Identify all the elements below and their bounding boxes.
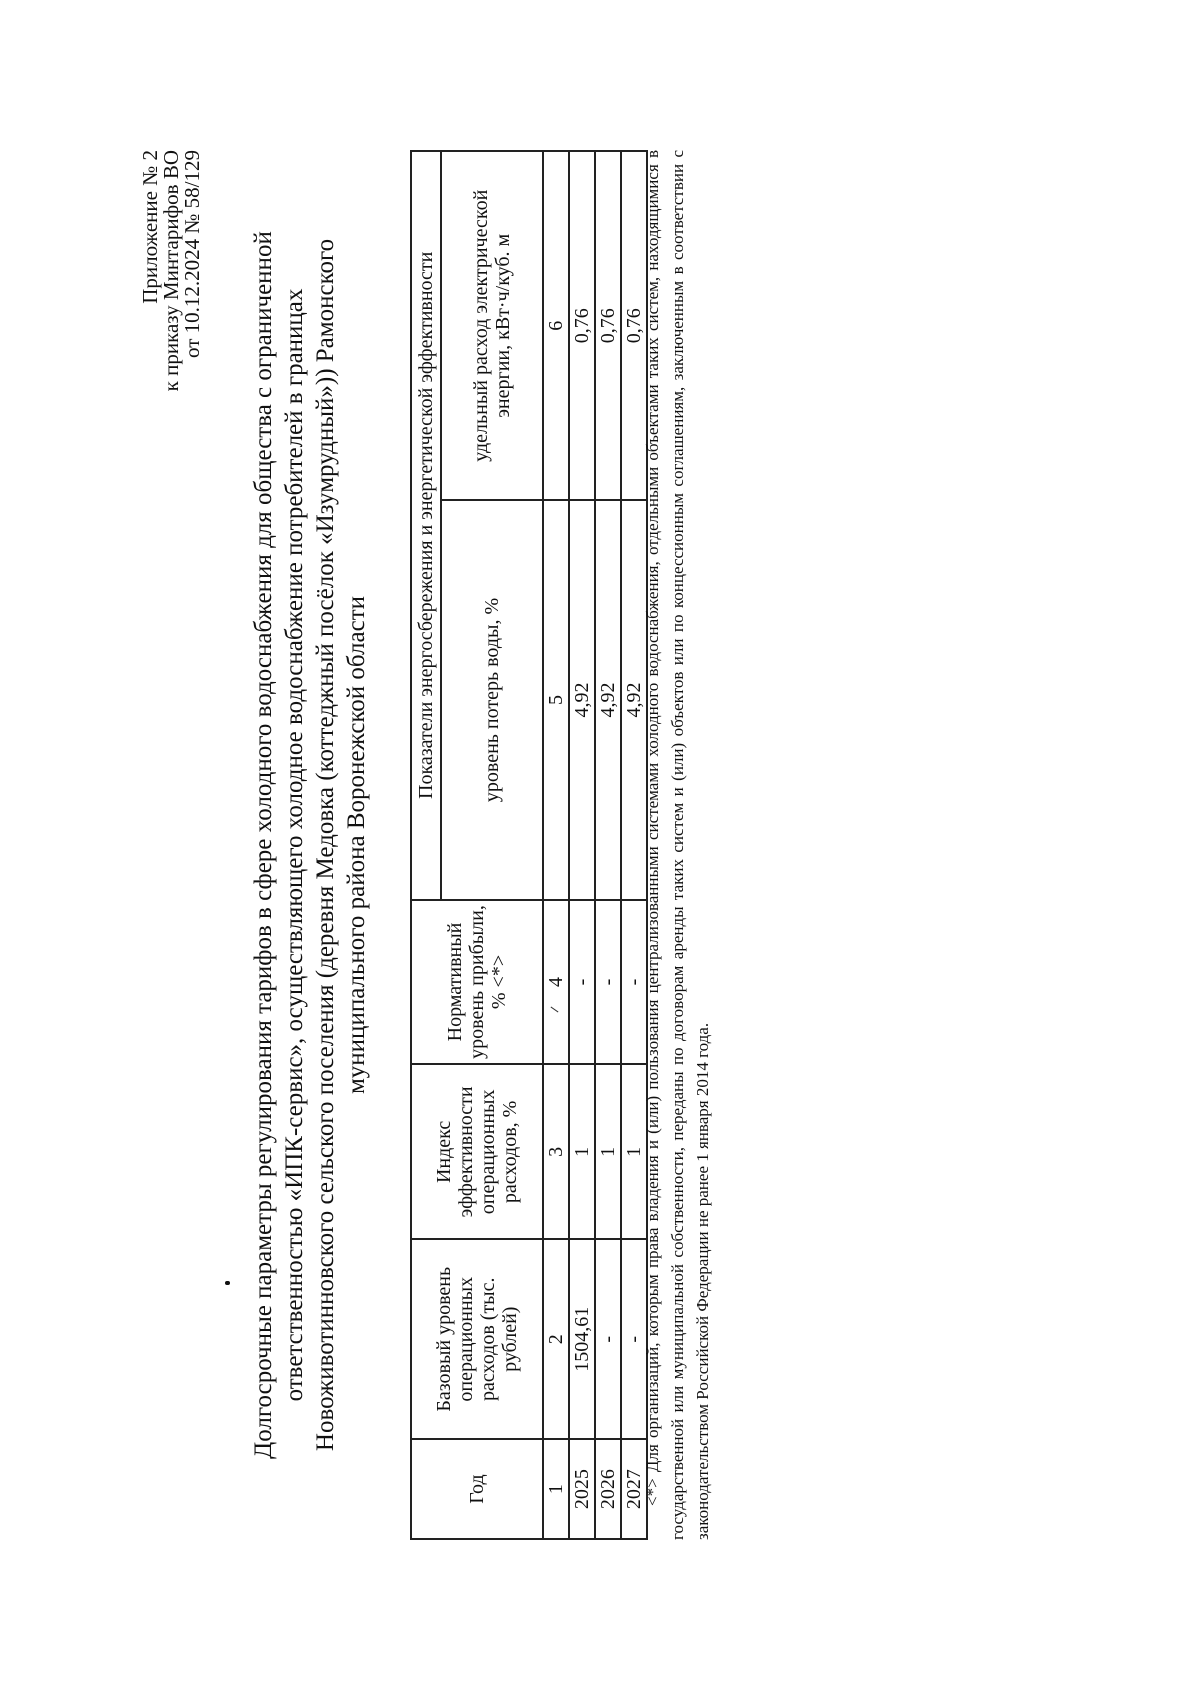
cell-base-level: 1504,61 (569, 1239, 595, 1439)
cell-year: 2025 (569, 1439, 595, 1539)
cell-efficiency-index: 1 (595, 1064, 621, 1239)
header-profit-level: Нормативный уровень прибыли, % <*> (411, 900, 543, 1065)
column-number: 2 (543, 1239, 569, 1439)
header-energy-consumption: удельный расход электрической энергии, кВт·ч/куб. м (441, 151, 543, 500)
footnote: <*> Для организаций, которым права владения и (или) пользования централизованными системами холодного водоснабжения, отдельными объектами таких систем, находящимися в государственной или муниципальной собственности, переданы по договорам аренды таких систем и (или) объектов или по концессионным соглашениям, заключенным в соответствии с законодательством Российской Федерации не ранее 1 января 2014 года. (643, 150, 712, 1540)
cell-water-loss: 4,92 (621, 500, 647, 899)
column-number: 3 (543, 1064, 569, 1239)
cell-profit-level: - (595, 900, 621, 1065)
column-number: 5 (543, 500, 569, 899)
title-line-2: ответственностью «ИПК-сервис», осуществляющего холодное водоснабжение потребителей в границах (281, 288, 308, 1402)
cell-profit-level: - (621, 900, 647, 1065)
header-year: Год (411, 1439, 543, 1539)
header-water-loss: уровень потерь воды, % (441, 500, 543, 899)
cell-year: 2027 (621, 1439, 647, 1539)
table-row (595, 151, 621, 1539)
header-base-level: Базовый уровень операционных расходов (тыс. рублей) (411, 1239, 543, 1439)
table-row (569, 151, 595, 1539)
cell-efficiency-index: 1 (569, 1064, 595, 1239)
annex-order-date: от 10.12.2024 № 58/129 (180, 150, 204, 359)
rotated-page (140, 130, 750, 1560)
cell-year: 2026 (595, 1439, 621, 1539)
cell-efficiency-index: 1 (621, 1064, 647, 1239)
cell-energy-consumption: 0,76 (595, 151, 621, 500)
title-line-4: муниципального района Воронежской области (343, 596, 370, 1095)
cell-base-level: - (621, 1239, 647, 1439)
cell-water-loss: 4,92 (595, 500, 621, 899)
annex-header (140, 150, 203, 391)
cell-base-level: - (595, 1239, 621, 1439)
cell-energy-consumption: 0,76 (569, 151, 595, 500)
column-number: 6 (543, 151, 569, 500)
column-number: 1 (543, 1439, 569, 1539)
annex-number: Приложение № 2 (138, 150, 162, 304)
column-number-row (543, 151, 569, 1539)
cell-water-loss: 4,92 (569, 500, 595, 899)
column-number: 4 (543, 900, 569, 1065)
header-energy-group: Показатели энергосбережения и энергетической эффективности (411, 151, 441, 900)
title-line-1: Долгосрочные параметры регулирования тарифов в сфере холодного водоснабжения для общества с ограниченной (250, 231, 277, 1459)
cell-profit-level: - (569, 900, 595, 1065)
header-efficiency-index: Индекс эффективности операционных расходов, % (411, 1064, 543, 1239)
title-line-3: Новоживотинновского сельского поселения (деревня Медовка (коттеджный посёлок «Изумрудный»)) Рамонского (312, 238, 339, 1452)
annex-order-ref: к приказу Минтарифов ВО (159, 150, 183, 392)
parameters-table (410, 150, 648, 1540)
cell-energy-consumption: 0,76 (621, 151, 647, 500)
scan-speck (225, 1281, 230, 1285)
document-title (248, 130, 372, 1560)
